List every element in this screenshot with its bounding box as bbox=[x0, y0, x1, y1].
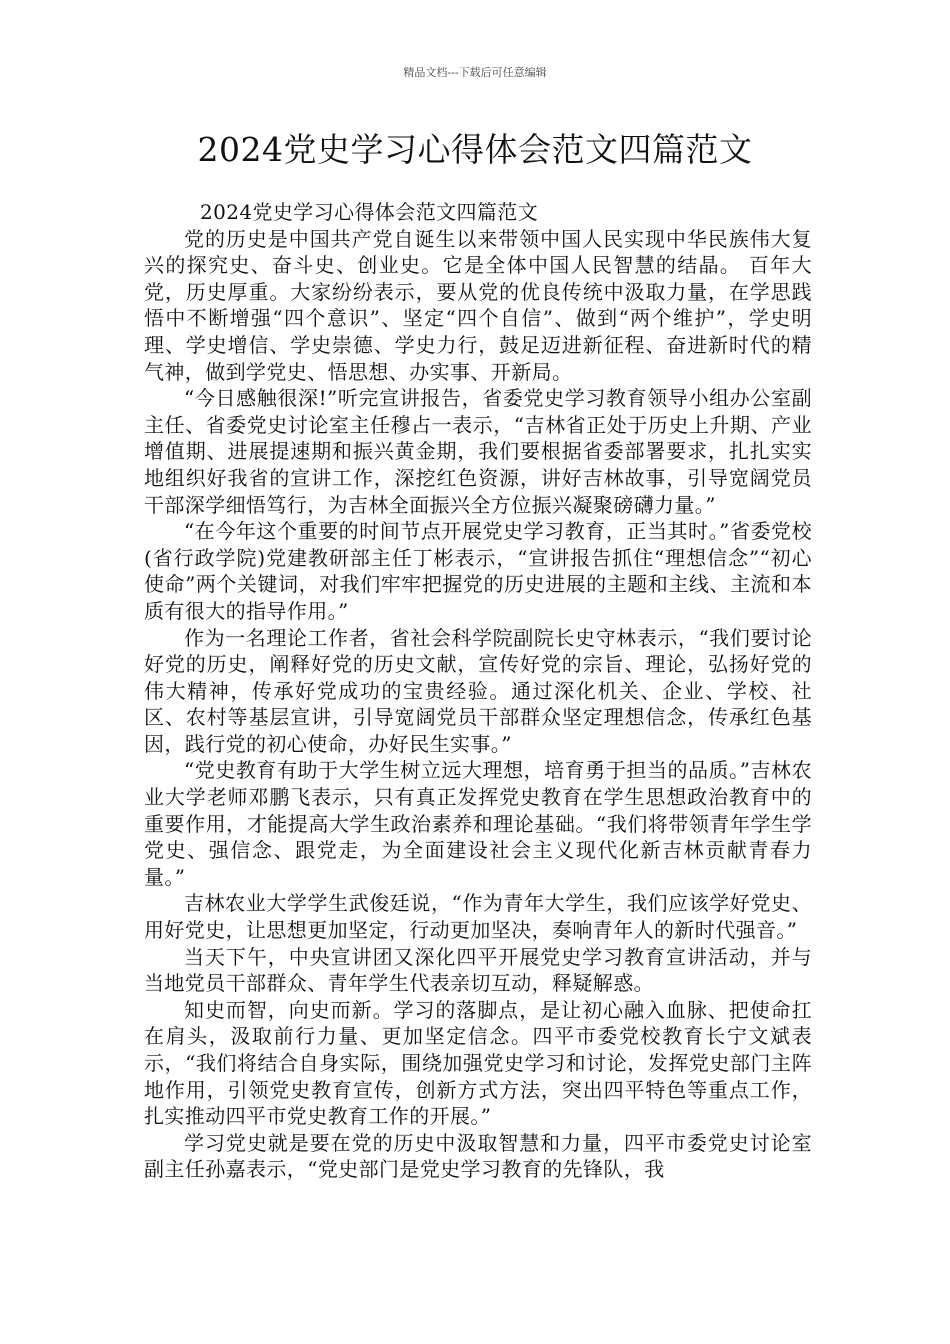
paragraph-wu-junting: 吉林农业大学学生武俊廷说，“作为青年大学生，我们应该学好党史、用好党史，让思想更加坚定，行动更加坚决，奏响青年人的新时代强音。” bbox=[144, 891, 812, 943]
paragraph-shi-shoulin: 作为一名理论工作者，省社会科学院副院长史守林表示，“我们要讨论好党的历史，阐释好党的历史文献，宣传好党的宗旨、理论，弘扬好党的伟大精神，传承好党成功的宝贵经验。通过深化机关、企业、学校、社区、农村等基层宣讲，引导宽阔党员干部群众坚定理想信念，传承红色基因，践行党的初心使命，办好民生实事。” bbox=[144, 625, 812, 756]
paragraph-ding-bin: “在今年这个重要的时间节点开展党史学习教育，正当其时。”省委党校(省行政学院)党建教研部主任丁彬表示，“宣讲报告抓住“理想信念”“初心使命”两个关键词，对我们牢牢把握党的历史进展的主题和主线、主流和本质有很大的指导作用。” bbox=[144, 519, 812, 623]
paragraph-ning-wenbin: 知史而智，向史而新。学习的落脚点，是让初心融入血脉、把使命扛在肩头，汲取前行力量、更加坚定信念。四平市委党校教育长宁文斌表示，“我们将结合自身实际，围绕加强党史学习和讨论，发挥党史部门主阵地作用，引领党史教育宣传，创新方式方法，突出四平特色等重点工作，扎实推动四平市党史教育工作的开展。” bbox=[144, 997, 812, 1129]
page-header-note: 精品文档---下载后可任意编辑 bbox=[403, 66, 547, 79]
paragraph-sun-jia: 学习党史就是要在党的历史中汲取智慧和力量，四平市委党史讨论室副主任孙嘉表示，“党史部门是党史学习教育的先锋队，我 bbox=[144, 1130, 812, 1182]
paragraph-intro: 党的历史是中国共产党自诞生以来带领中国人民实现中华民族伟大复兴的探究史、奋斗史、创业史。它是全体中国人民智慧的结晶。 百年大党，历史厚重。大家纷纷表示，要从党的优良传统中汲取力量，在学思践悟中不断增强“四个意识”、坚定“四个自信”、做到“两个维护”，学史明理、学史增信、学史崇德、学史力行，鼓足迈进新征程、奋进新时代的精气神，做到学党史、悟思想、办实事、开新局。 bbox=[144, 226, 812, 384]
document-title: 2024党史学习心得体会范文四篇范文 bbox=[197, 130, 753, 169]
document-subtitle: 2024党史学习心得体会范文四篇范文 bbox=[200, 200, 539, 224]
paragraph-siping-activity: 当天下午，中央宣讲团又深化四平开展党史学习教育宣讲活动，并与当地党员干部群众、青年学生代表亲切互动，释疑解惑。 bbox=[144, 944, 812, 996]
paragraph-deng-pengfei: “党史教育有助于大学生树立远大理想，培育勇于担当的品质。”吉林农业大学老师邓鹏飞表示，只有真正发挥党史教育在学生思想政治教育中的重要作用，才能提高大学生政治素养和理论基础。“我们将带领青年学生学党史、强信念、跟党走，为全面建设社会主义现代化新吉林贡献青春力量。” bbox=[144, 758, 812, 889]
paragraph-mu-zhanyi: “今日感触很深!”听完宣讲报告，省委党史学习教育领导小组办公室副主任、省委党史讨论室主任穆占一表示，“吉林省正处于历史上升期、产业增值期、进展提速期和振兴黄金期，我们要根据省委部署要求，扎扎实实地组织好我省的宣讲工作，深挖红色资源，讲好吉林故事，引导宽阔党员干部深学细悟笃行，为吉林全面振兴全方位振兴凝聚磅礴力量。” bbox=[144, 386, 812, 517]
document-body bbox=[144, 199, 812, 1183]
